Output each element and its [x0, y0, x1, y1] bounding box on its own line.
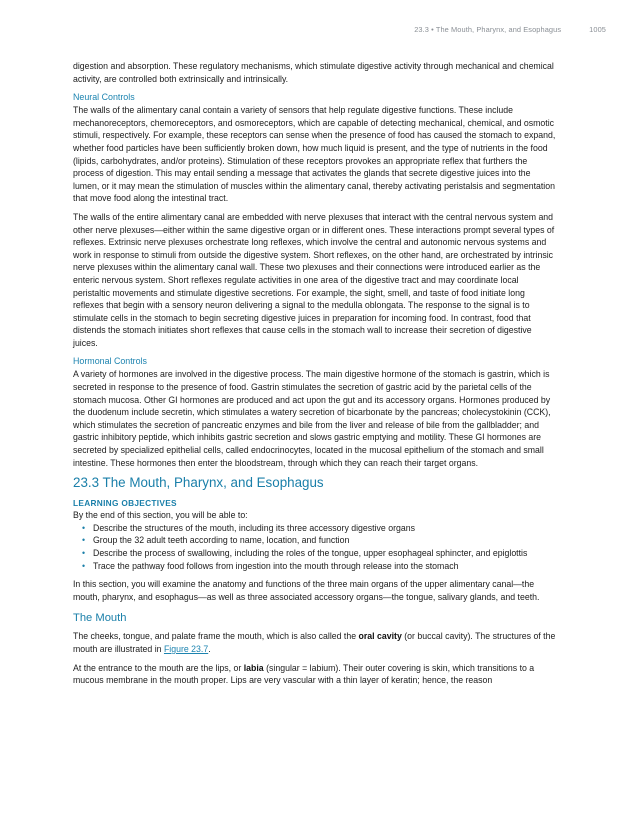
- key-term-labia: labia: [243, 662, 264, 673]
- neural-paragraph-1: The walls of the alimentary canal contain a variety of sensors that help regulate digestive functions. These include mechanoreceptors, chemoreceptors, and osmoreceptors, which are capable of detecting mechanical, chemical, and osmotic stimuli, respectively. For example, these receptors can sense when the presence of food has caused the stomach to expand, whether food particles have been sufficiently broken down, how much liquid is present, and the type of nutrients in the food (lipids, carbohydrates, and/or proteins). Stimulation of these receptors provokes an appropriate reflex that furthers the process of digestion. This may entail sending a message that activates the glands that secrete digestive juices into the lumen, or it may mean the stimulation of muscles within the alimentary canal, thereby activating peristalsis and segmentation that move food along the intestinal tract.: [73, 105, 556, 204]
- hormonal-paragraph: A variety of hormones are involved in the digestive process. The main digestive hormone of the stomach is gastrin, which is secreted in response to the presence of food. Gastrin stimulates the secretion of gastric acid by the parietal cells of the stomach mucosa. Other GI hormones are produced and act upon the gut and its accessory organs. Hormones produced by the duodenum include secretin, which stimulates a watery secretion of bicarbonate by the pancreas; cholecystokinin (CCK), which stimulates the secretion of pancreatic enzymes and bile from the liver and release of bile from the gallbladder; and gastric inhibitory peptide, which inhibits gastric secretion and slows gastric emptying and motility. These GI hormones are secreted by specialized epithelial cells, called endocrinocytes, located in the mucosal epithelium of the stomach and small intestine. These hormones then enter the bloodstream, through which they can reach their target organs.: [73, 369, 551, 468]
- list-item: • Describe the structures of the mouth, including its three accessory digestive organs: [93, 522, 557, 535]
- running-header-section: 23.3 • The Mouth, Pharynx, and Esophagus: [414, 25, 562, 34]
- mouth-text: (singular = labium). Their outer covering is skin, which transitions to a mucous membrane in the mouth proper. Lips are very vascular with a thin layer of keratin; hence, the reason: [73, 662, 535, 686]
- mouth-text: (or buccal cavity). The structures of the mouth are illustrated in: [73, 631, 556, 654]
- neural-paragraph-2: The walls of the entire alimentary canal are embedded with nerve plexuses that interact with the central nervous system and other nerve plexuses—either within the same digestive organ or in different ones. These interactions prompt several types of reflexes. Extrinsic nerve plexuses orchestrate long reflexes, which involve the central and autonomic nervous systems and work in response to stimuli from outside the digestive system. Short reflexes, on the other hand, are orchestrated by intrinsic nerve plexuses within the alimentary canal wall. These two plexuses and their connections were introduced earlier as the enteric nervous system. Short reflexes regulate activities in one area of the digestive tract and may coordinate local peristaltic movements and stimulate digestive secretions. For example, the sight, smell, and taste of food initiate long reflexes that begin with a sensory neuron delivering a signal to the medulla oblongata. The response to the signal is to stimulate cells in the stomach to begin secreting digestive juices in preparation for incoming food. In contrast, food that distends the stomach initiates short reflexes that cause cells in the stomach wall to increase their secretion of digestive juices.: [73, 211, 555, 348]
- key-term-oral-cavity: oral cavity: [358, 631, 402, 642]
- page-number: 1005: [589, 25, 606, 34]
- list-item: • Group the 32 adult teeth according to name, location, and function: [93, 534, 557, 547]
- neural-controls-heading: Neural Controls: [73, 92, 135, 103]
- mouth-text: At the entrance to the mouth are the lips, or: [73, 662, 244, 673]
- learning-objectives-heading: LEARNING OBJECTIVES: [73, 498, 177, 509]
- page-content: [73, 60, 557, 693]
- the-mouth-heading: The Mouth: [73, 612, 127, 625]
- learning-objectives-list: [73, 522, 557, 572]
- learning-objectives-intro: By the end of this section, you will be able to:: [73, 510, 248, 521]
- running-header: [414, 25, 606, 34]
- mouth-text: The cheeks, tongue, and palate frame the mouth, which is also called the: [73, 631, 359, 642]
- intro-paragraph: digestion and absorption. These regulatory mechanisms, which stimulate digestive activity through mechanical and chemical activity, are controlled both extrinsically and intrinsically.: [73, 61, 554, 84]
- section-overview: In this section, you will examine the anatomy and functions of the three main organs of the upper alimentary canal—the mouth, pharynx, and esophagus—as well as three associated accessory organs—the tongue, salivary glands, and teeth.: [73, 579, 540, 602]
- mouth-text: .: [208, 643, 211, 654]
- section-title: 23.3 The Mouth, Pharynx, and Esophagus: [73, 475, 324, 491]
- mouth-paragraph-2: [73, 662, 557, 687]
- figure-link[interactable]: Figure 23.7: [163, 643, 209, 654]
- mouth-paragraph-1: [73, 630, 557, 655]
- list-item: • Trace the pathway food follows from ingestion into the mouth through release into the stomach: [93, 560, 557, 573]
- hormonal-controls-heading: Hormonal Controls: [73, 356, 147, 367]
- list-item: • Describe the process of swallowing, including the roles of the tongue, upper esophageal sphincter, and epiglottis: [93, 547, 557, 560]
